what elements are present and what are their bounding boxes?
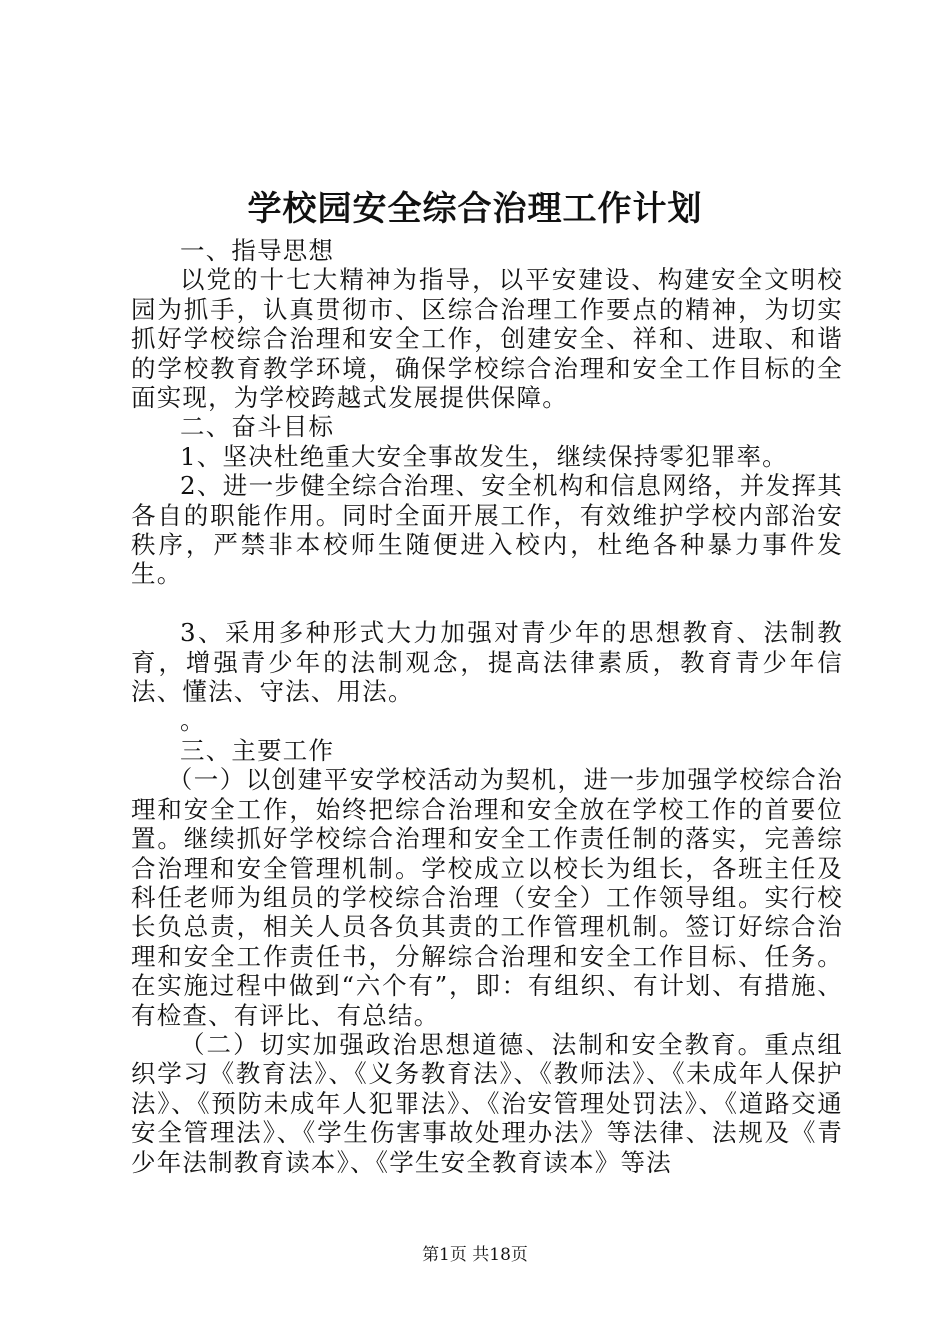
paragraph-goal-2: 2、进一步健全综合治理、安全机构和信息网络，并发挥其各自的职能作用。同时全面开展工作，有效维护学校内部治安秩序，严禁非本校师生随便进入校内，杜绝各种暴力事件发生。 [131, 471, 843, 589]
paragraph-goal-3: 3、采用多种形式大力加强对青少年的思想教育、法制教育，增强青少年的法制观念，提高法律素质，教育青少年信法、懂法、守法、用法。 [131, 618, 843, 707]
section-heading-goals: 二、奋斗目标 [180, 412, 335, 442]
paragraph-work-2: （二）切实加强政治思想道德、法制和安全教育。重点组织学习《教育法》、《义务教育法》、《教师法》、《未成年人保护法》、《预防未成年人犯罪法》、《治安管理处罚法》、《道路交通安全管理法》、《学生伤害事故处理办法》等法律、法规及《青少年法制教育读本》、《学生安全教育读本》等法 [131, 1029, 843, 1177]
page-number-footer: 第1页 共18页 [422, 1245, 528, 1265]
stray-period-line: 。 [180, 706, 206, 736]
paragraph-work-1: （一）以创建平安学校活动为契机，进一步加强学校综合治理和安全工作，始终把综合治理和安全放在学校工作的首要位置。继续抓好学校综合治理和安全工作责任制的落实，完善综合治理和安全管理机制。学校成立以校长为组长，各班主任及科任老师为组员的学校综合治理（安全）工作领导组。实行校长负总责，相关人员各负其责的工作管理机制。签订好综合治理和安全工作责任书，分解综合治理和安全工作目标、任务。在实施过程中做到“六个有”，即：有组织、有计划、有措施、有检查、有评比、有总结。 [131, 765, 843, 1030]
section-heading-main-work: 三、主要工作 [180, 735, 335, 765]
blank-line [131, 589, 843, 618]
paragraph-guiding-thought: 以党的十七大精神为指导，以平安建设、构建安全文明校园为抓手，认真贯彻市、区综合治理工作要点的精神，为切实抓好学校综合治理和安全工作，创建安全、祥和、进取、和谐的学校教育教学环境，确保学校综合治理和安全工作目标的全面实现，为学校跨越式发展提供保障。 [131, 265, 843, 413]
section-heading-guiding-thought: 一、指导思想 [180, 236, 335, 265]
paragraph-goal-1: 1、坚决杜绝重大安全事故发生，继续保持零犯罪率。 [180, 441, 788, 471]
document-title: 学校园安全综合治理工作计划 [247, 189, 703, 229]
document-body [131, 236, 843, 1177]
